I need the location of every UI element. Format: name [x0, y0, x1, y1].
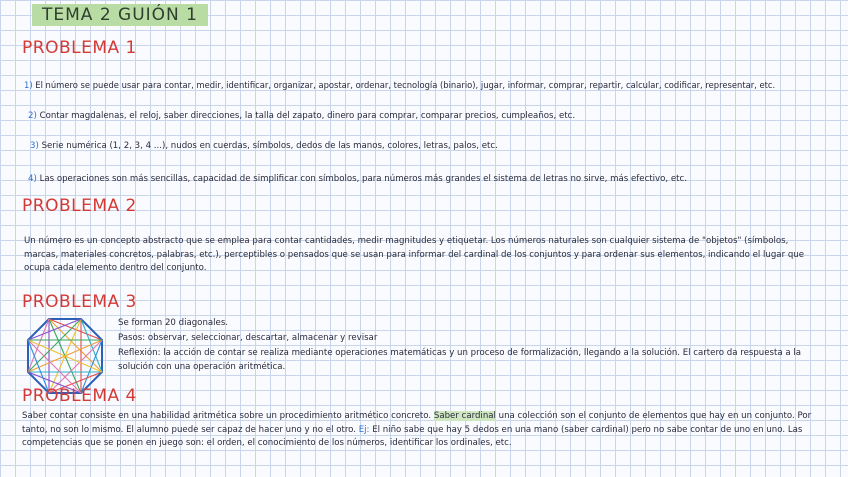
p4-sentence-4: El niño sabe que hay 5 dedos en una mano (saber cardinal) pero no sabe contar de uno en uno. [372, 424, 786, 435]
item-text: Serie numérica (1, 2, 3, 4 ...), nudos en cuerdas, símbolos, dedos de las manos, colores, letras, palos, etc. [41, 141, 498, 151]
problem-1-item-3 [30, 141, 498, 152]
problem-3-line-1: Se forman 20 diagonales. [118, 318, 229, 328]
item-number: 3) [30, 141, 39, 151]
problem-1-item-4 [28, 174, 687, 185]
item-text: Contar magdalenas, el reloj, saber direcciones, la talla del zapato, dinero para comprar, comparar precios, cumpleaños, etc. [39, 111, 576, 121]
p4-sentence-2: una colección son el conjunto de elementos que hay en un conjunto. [498, 411, 795, 421]
problem-1-item-2 [28, 111, 575, 122]
item-text: Las operaciones son más sencillas, capacidad de simplificar con símbolos, para números más grandes el sistema de letras no sirve, más efectivo, etc. [39, 174, 687, 184]
p4-sentence-5: Las competencias que se ponen en juego son: el orden, el conocimiento de los números, identificar los ordinales, etc. [22, 424, 803, 448]
problem-2-text: Un número es un concepto abstracto que se emplea para contar cantidades, medir magnitudes y etiquetar. Los números naturales son cualquier sistema de "objetos" (símbolos, marcas, materiales concretos, palabras, etc.), perceptibles o pensados que se usan para informar del cardinal de los conjuntos y para ordenar sus elementos, indicando el lugar que ocupa cada elemento dentro del conjunto. [24, 236, 805, 273]
problem-1-heading: PROBLEMA 1 [22, 38, 137, 58]
item-number: 2) [28, 111, 37, 121]
problem-3-line-2: Pasos: observar, seleccionar, descartar, almacenar y revisar [118, 333, 378, 343]
item-number: 1) [24, 80, 33, 90]
problem-2-heading: PROBLEMA 2 [22, 196, 137, 216]
problem-3-heading: PROBLEMA 3 [22, 292, 137, 312]
p4-sentence-3: Por tanto, no son lo mismo. El alumno puede ser capaz de hacer uno y no el otro. [22, 411, 812, 435]
item-number: 4) [28, 174, 37, 184]
problem-1-item-1 [24, 80, 775, 91]
p4-sentence-1: Saber contar consiste en una habilidad aritmética sobre un procedimiento aritmético concreto. [22, 411, 432, 421]
page-title: TEMA 2 GUIÓN 1 [32, 4, 208, 26]
problem-4-heading: PROBLEMA 4 [22, 386, 137, 406]
highlighted-term: Saber cardinal [433, 411, 496, 421]
problem-4-text [22, 410, 838, 451]
example-label: Ej: [358, 424, 370, 435]
octagon-diagonals-diagram [26, 317, 104, 395]
problem-3-reflection: Reflexión: la acción de contar se realiza mediante operaciones matemáticas y un proceso de formalización, llegando a la solución. El cartero da respuesta a la solución con una operación aritmética. [118, 348, 802, 372]
item-text: El número se puede usar para contar, medir, identificar, organizar, apostar, ordenar, tecnología (binario), jugar, informar, comprar, repartir, calcular, codificar, representar, etc. [35, 80, 776, 90]
